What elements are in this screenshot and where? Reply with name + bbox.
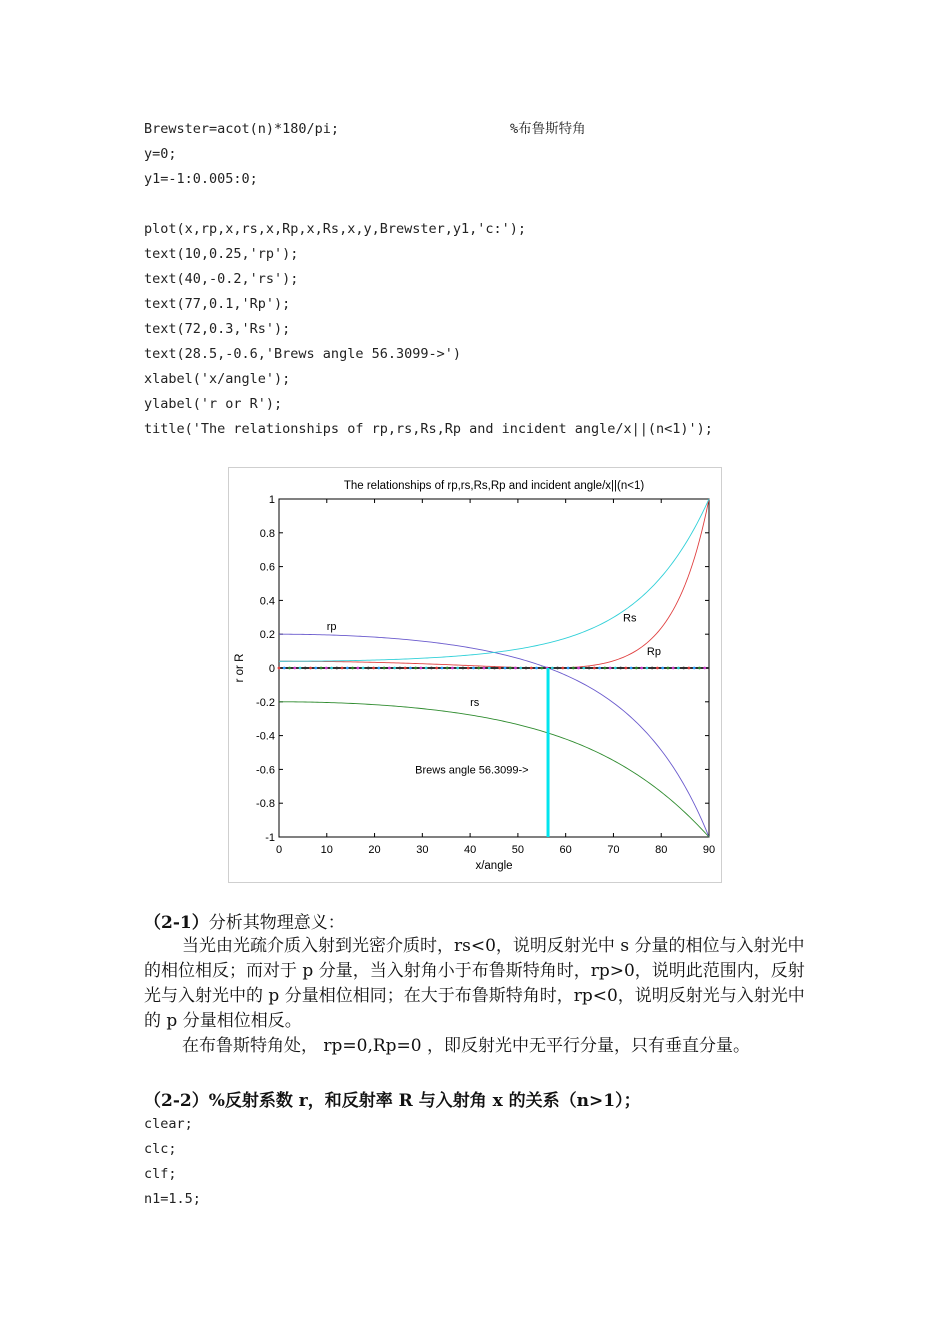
zero-line-marker — [525, 667, 528, 670]
code-top-line: text(28.5,-0.6,'Brews angle 56.3099->') — [144, 346, 461, 362]
code-bottom-line: clear; — [144, 1116, 193, 1132]
zero-line-marker — [304, 667, 307, 670]
zero-line-marker — [656, 667, 659, 670]
zero-line-marker — [299, 667, 302, 670]
zero-line-marker — [703, 667, 706, 670]
y-tick-label: -1 — [265, 832, 275, 844]
zero-line-marker — [651, 667, 654, 670]
zero-line-marker — [441, 667, 444, 670]
y-tick-label: 0.2 — [259, 629, 275, 642]
zero-line-marker — [577, 667, 580, 670]
y-tick-label: -0.6 — [256, 764, 275, 777]
y-tick-label: -0.2 — [256, 696, 275, 709]
zero-line-marker — [377, 667, 380, 670]
paragraph-1: 当光由光疏介质入射到光密介质时，rs<0，说明反射光中 s 分量的相位与入射光中的相位相反；而对于 p 分量，当入射角小于布鲁斯特角时，rp>0，说明此范围内，反射光与入射光中的 p 分量相位相同；在大于布鲁斯特角时，rp<0，说明反射光与入射光中的 p 分量相位相反。 — [144, 936, 805, 1031]
section-2-1-title: 分析其物理意义： — [208, 913, 345, 933]
annotation-rs: Rs — [623, 612, 637, 625]
zero-line-marker — [645, 667, 648, 670]
y-tick-label: 0.8 — [259, 527, 275, 540]
zero-line-marker — [661, 667, 664, 670]
zero-line-marker — [425, 667, 428, 670]
y-tick-label: 0 — [268, 663, 275, 675]
zero-line-marker — [530, 667, 533, 670]
code-top-line: text(72,0.3,'Rs'); — [144, 321, 291, 337]
zero-line-marker — [551, 667, 554, 670]
zero-line-marker — [593, 667, 596, 670]
zero-line-marker — [335, 667, 338, 670]
series-Rp — [279, 499, 709, 668]
code-top-line: text(40,-0.2,'rs'); — [144, 271, 299, 287]
zero-line-marker — [477, 667, 480, 670]
zero-line-marker — [509, 667, 512, 670]
zero-line-marker — [572, 667, 575, 670]
x-tick-label: 60 — [559, 844, 572, 856]
zero-line-marker — [556, 667, 559, 670]
zero-line-marker — [535, 667, 538, 670]
code-top-line: Brewster=acot(n)*180/pi; — [144, 121, 340, 137]
y-axis-label: r or R — [234, 653, 246, 683]
zero-line-marker — [693, 667, 696, 670]
zero-line-marker — [582, 667, 585, 670]
zero-line-marker — [446, 667, 449, 670]
annotation-brews: Brews angle 56.3099-> — [415, 764, 529, 777]
zero-line-marker — [388, 667, 391, 670]
zero-line-marker — [372, 667, 375, 670]
zero-line-marker — [483, 667, 486, 670]
zero-line-marker — [619, 667, 622, 670]
y-tick-label: 0.4 — [259, 595, 275, 608]
zero-line-marker — [430, 667, 433, 670]
x-tick-label: 80 — [655, 844, 668, 856]
zero-line-marker — [672, 667, 675, 670]
series-rp — [279, 634, 709, 837]
zero-line-marker — [320, 667, 323, 670]
zero-line-marker — [398, 667, 401, 670]
zero-line-marker — [624, 667, 627, 670]
zero-line-marker — [367, 667, 370, 670]
code-top-line: title('The relationships of rp,rs,Rs,Rp and incident angle/x||(n<1)'); — [144, 421, 713, 437]
zero-line-marker — [451, 667, 454, 670]
zero-line-marker — [567, 667, 570, 670]
annotation-rp: Rp — [646, 646, 661, 659]
code-bottom-line: clc; — [144, 1141, 177, 1157]
y-tick-label: 1 — [268, 494, 275, 506]
x-tick-label: 70 — [607, 844, 620, 856]
zero-line-marker — [435, 667, 438, 670]
zero-line-marker — [519, 667, 522, 670]
zero-line-marker — [472, 667, 475, 670]
zero-line-marker — [414, 667, 417, 670]
x-axis-label: x/angle — [475, 860, 513, 872]
x-tick-label: 50 — [511, 844, 525, 856]
annotation-rp: rp — [326, 620, 337, 633]
zero-line-marker — [540, 667, 543, 670]
zero-line-marker — [498, 667, 501, 670]
zero-line-marker — [630, 667, 633, 670]
code-top-line: text(10,0.25,'rp'); — [144, 246, 299, 262]
zero-line-marker — [635, 667, 638, 670]
zero-line-marker — [330, 667, 333, 670]
code-top-line: ylabel('r or R'); — [144, 396, 283, 412]
code-top-line: text(77,0.1,'Rp'); — [144, 296, 291, 312]
zero-line-marker — [677, 667, 680, 670]
zero-line-marker — [393, 667, 396, 670]
code-top-line: plot(x,rp,x,rs,x,Rp,x,Rs,x,y,Brewster,y1,'c:'); — [144, 221, 527, 237]
zero-line-marker — [603, 667, 606, 670]
code-bottom-line: n1=1.5; — [144, 1191, 201, 1207]
zero-line-marker — [409, 667, 412, 670]
section-2-2-heading: （2-2）%反射系数 r，和反射率 R 与入射角 x 的关系（n>1）； — [144, 1091, 641, 1111]
zero-line-marker — [609, 667, 612, 670]
code-top-line: xlabel('x/angle'); — [144, 371, 291, 387]
zero-line-marker — [640, 667, 643, 670]
x-tick-label: 10 — [320, 844, 333, 856]
section-2-1-body — [144, 934, 808, 1059]
zero-line-marker — [456, 667, 459, 670]
zero-line-marker — [283, 667, 286, 670]
code-top-line: y1=-1:0.005:0; — [144, 171, 258, 187]
zero-line-marker — [514, 667, 517, 670]
zero-line-marker — [588, 667, 591, 670]
zero-line-marker — [325, 667, 328, 670]
zero-line-marker — [351, 667, 354, 670]
chart — [229, 468, 723, 884]
zero-line-marker — [614, 667, 617, 670]
section-2-1-heading — [144, 908, 345, 933]
zero-line-marker — [493, 667, 496, 670]
zero-line-marker — [488, 667, 491, 670]
zero-line-marker — [504, 667, 507, 670]
code-bottom-line: clf; — [144, 1166, 177, 1182]
zero-line-marker — [356, 667, 359, 670]
zero-line-marker — [314, 667, 317, 670]
paragraph-2: 在布鲁斯特角处， rp=0,Rp=0 ，即反射光中无平行分量，只有垂直分量。 — [182, 1036, 751, 1056]
zero-line-marker — [362, 667, 365, 670]
code-top-line: y=0; — [144, 146, 177, 162]
zero-line-marker — [561, 667, 564, 670]
x-tick-label: 0 — [275, 844, 283, 856]
zero-line-marker — [698, 667, 701, 670]
zero-line-marker — [467, 667, 470, 670]
zero-line-marker — [309, 667, 312, 670]
section-2-1-number: （2-1） — [144, 913, 209, 933]
x-tick-label: 40 — [463, 844, 477, 856]
zero-line-marker — [278, 667, 281, 670]
y-tick-label: -0.4 — [256, 730, 275, 743]
zero-line-marker — [383, 667, 386, 670]
zero-line-marker — [404, 667, 407, 670]
zero-line-marker — [667, 667, 670, 670]
matlab-figure — [228, 467, 722, 883]
x-tick-label: 30 — [416, 844, 429, 856]
chart-title: The relationships of rp,rs,Rs,Rp and incident angle/x||(n<1) — [343, 480, 645, 492]
zero-line-marker — [341, 667, 344, 670]
zero-line-marker — [688, 667, 691, 670]
zero-line-marker — [462, 667, 465, 670]
y-tick-label: -0.8 — [256, 798, 275, 811]
code-comment: %布鲁斯特角 — [510, 121, 586, 137]
zero-line-marker — [346, 667, 349, 670]
x-tick-label: 90 — [702, 844, 716, 856]
zero-line-marker — [293, 667, 296, 670]
zero-line-marker — [598, 667, 601, 670]
y-tick-label: 0.6 — [259, 561, 275, 574]
zero-line-marker — [420, 667, 423, 670]
zero-line-marker — [682, 667, 685, 670]
zero-line-marker — [288, 667, 291, 670]
series-Rs — [279, 499, 709, 661]
annotation-rs: rs — [470, 696, 480, 709]
x-tick-label: 20 — [368, 844, 381, 856]
